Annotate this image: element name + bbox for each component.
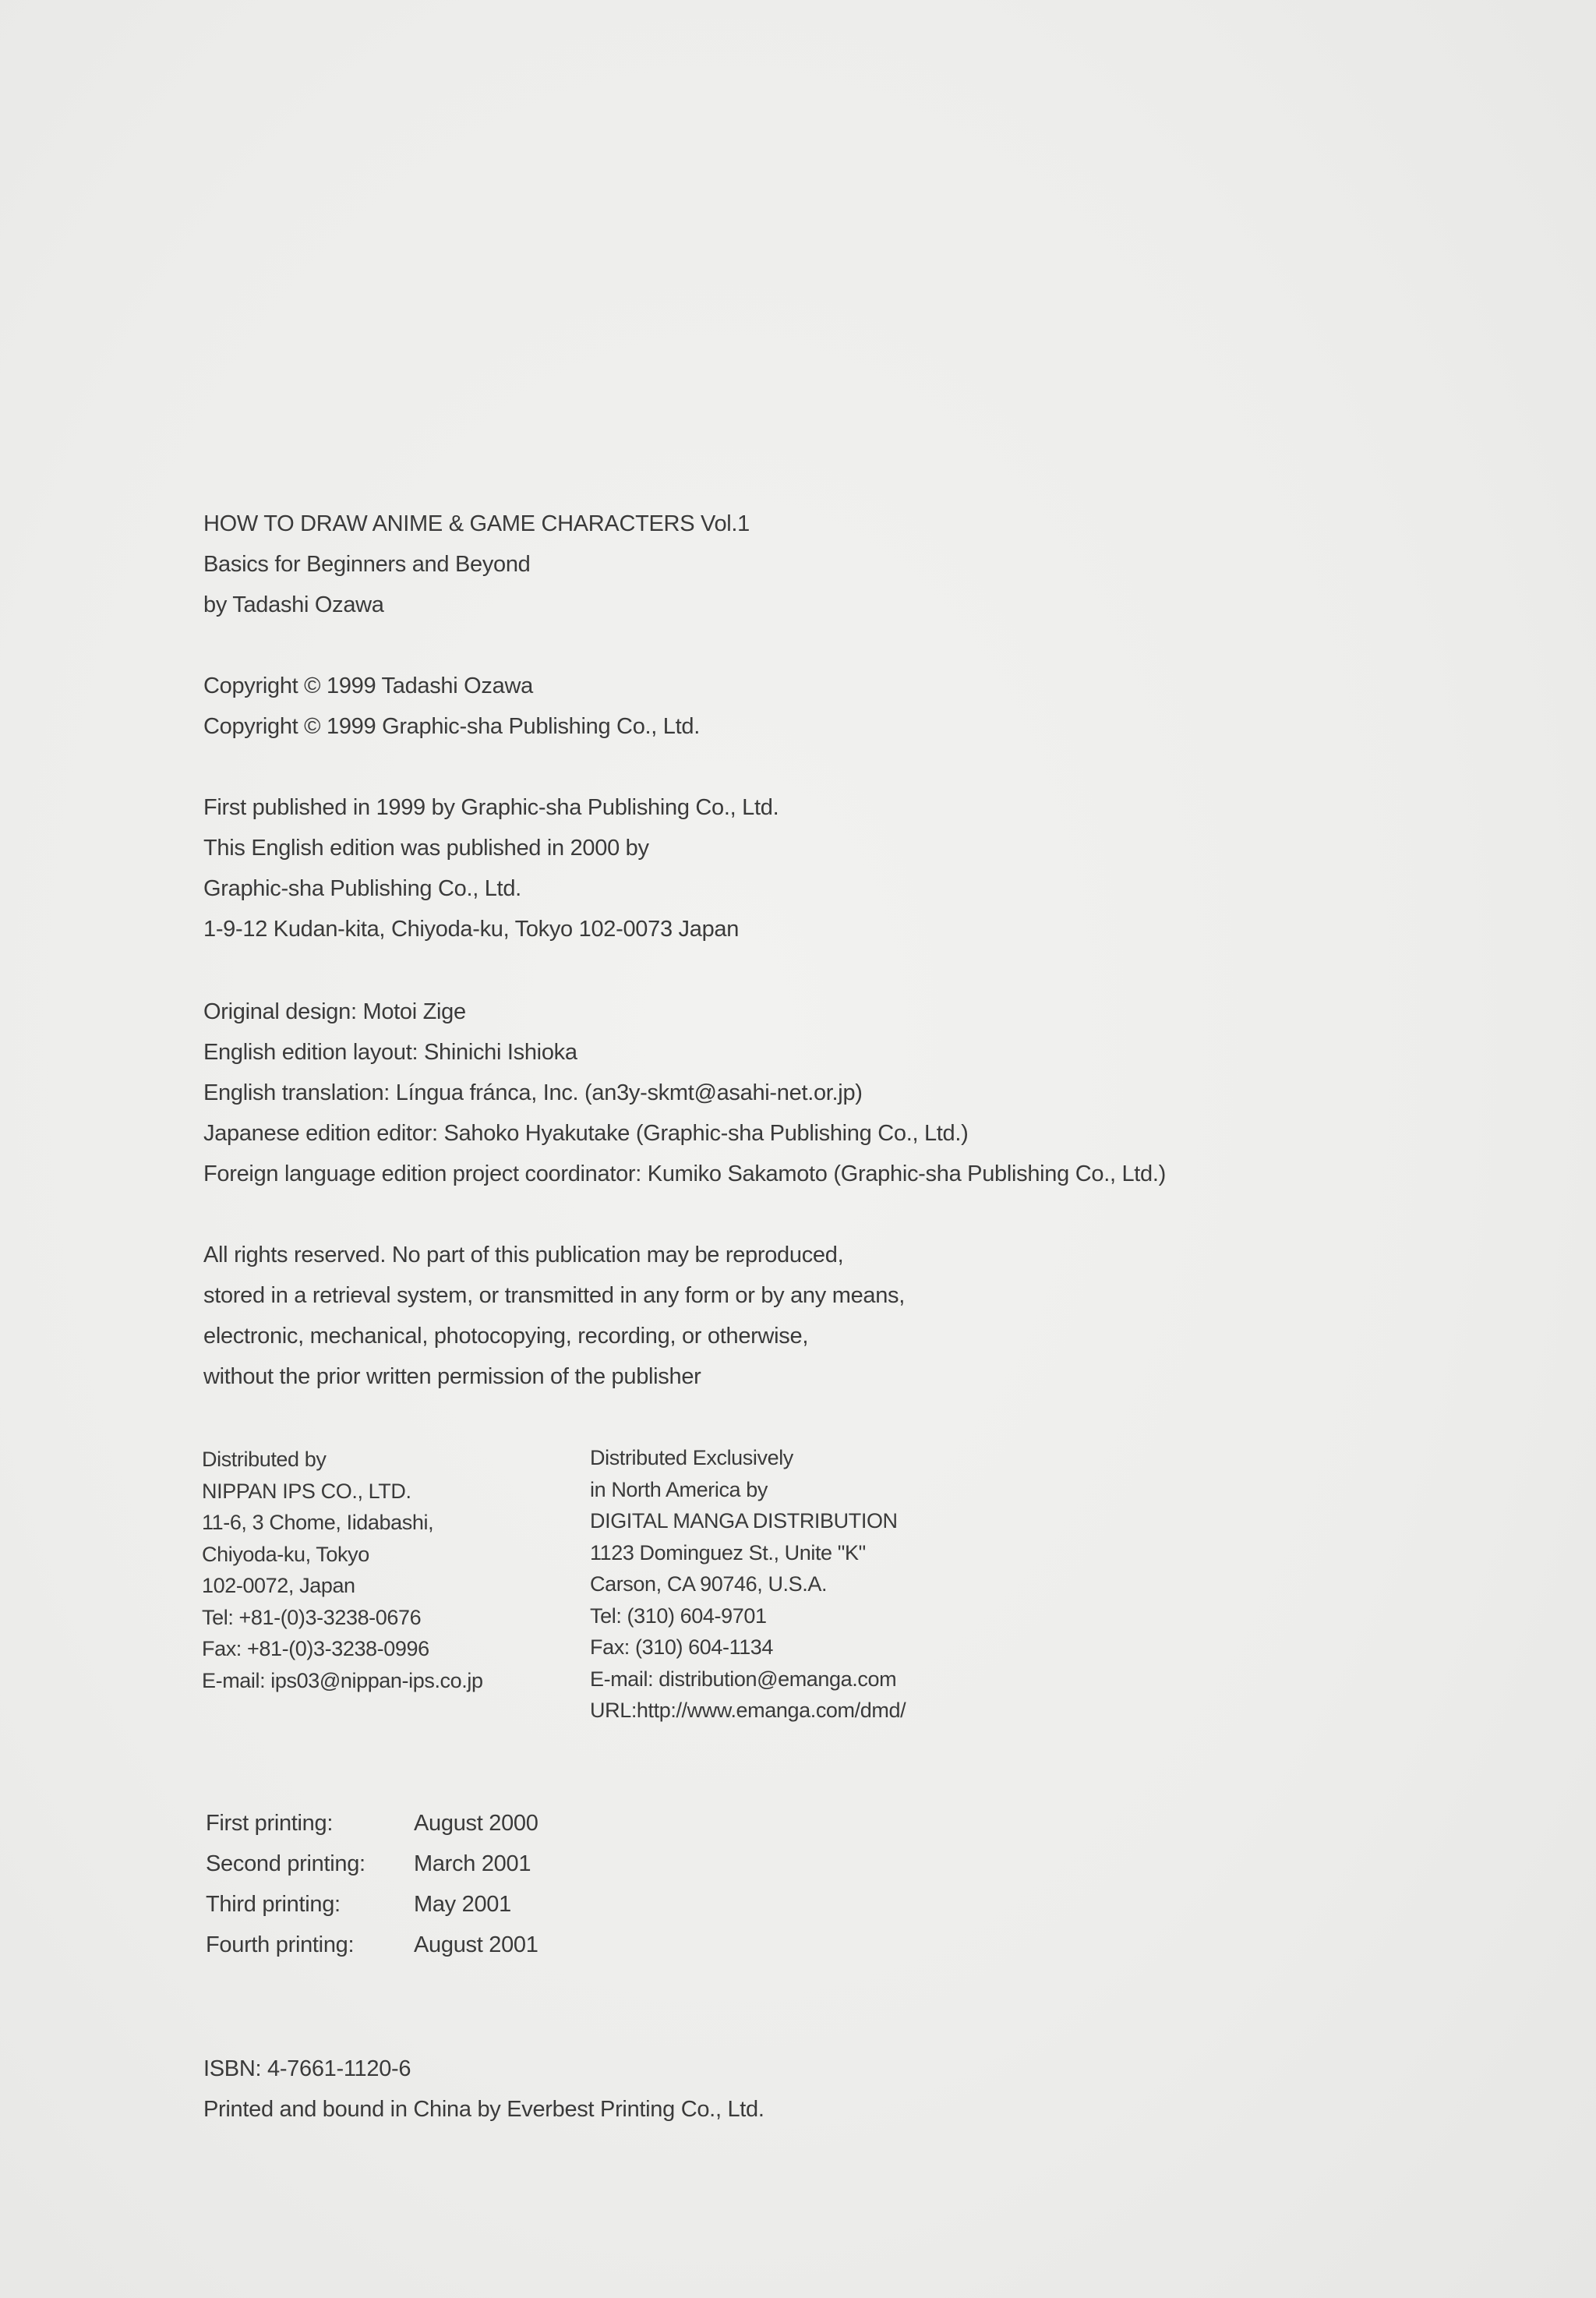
- distributor-fax: Fax: (310) 604-1134: [590, 1635, 774, 1659]
- distributor-line: 1123 Dominguez St., Unite "K": [590, 1540, 866, 1564]
- printing-history: [206, 1803, 538, 1965]
- book-author: by Tadashi Ozawa: [203, 592, 384, 617]
- printing-label: Fourth printing:: [206, 1932, 355, 1957]
- credit-line: Original design: Motoi Zige: [203, 999, 466, 1024]
- copyright-line: Copyright © 1999 Graphic-sha Publishing Co., Ltd.: [203, 714, 700, 739]
- distributor-line: 102-0072, Japan: [202, 1574, 355, 1597]
- copyright-line: Copyright © 1999 Tadashi Ozawa: [203, 673, 533, 698]
- book-title-block: [203, 504, 750, 625]
- isbn-block: [203, 2049, 764, 2130]
- book-title: HOW TO DRAW ANIME & GAME CHARACTERS Vol.1: [203, 511, 750, 536]
- printing-row: [206, 1925, 538, 1965]
- credit-line: Japanese edition editor: Sahoko Hyakutake (Graphic-sha Publishing Co., Ltd.): [203, 1121, 969, 1146]
- rights-reserved-notice: [203, 1235, 905, 1397]
- distributor-line: Chiyoda-ku, Tokyo: [202, 1542, 369, 1566]
- distributor-line: in North America by: [590, 1477, 768, 1501]
- distributor-line: Carson, CA 90746, U.S.A.: [590, 1572, 828, 1596]
- credit-line: Foreign language edition project coordinator: Kumiko Sakamoto (Graphic-sha Publishing Co., Ltd.): [203, 1161, 1166, 1186]
- printer-credit: Printed and bound in China by Everbest Printing Co., Ltd.: [203, 2097, 764, 2122]
- distributor-phone: Tel: (310) 604-9701: [590, 1603, 767, 1628]
- printing-row: [206, 1844, 538, 1884]
- distributor-name: NIPPAN IPS CO., LTD.: [202, 1479, 411, 1503]
- isbn: ISBN: 4-7661-1120-6: [203, 2056, 411, 2081]
- distributor-north-america: [590, 1442, 906, 1727]
- publication-line: This English edition was published in 2000 by: [203, 836, 649, 861]
- printing-label: Third printing:: [206, 1892, 341, 1917]
- distributor-phone: Tel: +81-(0)3-3238-0676: [202, 1605, 422, 1629]
- rights-line: All rights reserved. No part of this publication may be reproduced,: [203, 1243, 844, 1267]
- distributor-email: E-mail: distribution@emanga.com: [590, 1667, 897, 1691]
- distributor-line: Distributed Exclusively: [590, 1446, 793, 1469]
- rights-line: electronic, mechanical, photocopying, recording, or otherwise,: [203, 1324, 809, 1349]
- publisher-address: 1-9-12 Kudan-kita, Chiyoda-ku, Tokyo 102-0073 Japan: [203, 917, 740, 942]
- distributor-url: URL:http://www.emanga.com/dmd/: [590, 1699, 906, 1722]
- distributor-name: DIGITAL MANGA DISTRIBUTION: [590, 1509, 898, 1533]
- rights-line: without the prior written permission of the publisher: [203, 1364, 701, 1389]
- printing-date: August 2000: [414, 1811, 538, 1836]
- printing-label: First printing:: [206, 1811, 334, 1836]
- copyright-notice: [203, 666, 700, 747]
- printing-date: August 2001: [414, 1932, 538, 1957]
- printing-label: Second printing:: [206, 1851, 365, 1876]
- distributor-japan: [202, 1444, 483, 1696]
- printing-date: March 2001: [414, 1851, 531, 1876]
- publication-line: First published in 1999 by Graphic-sha Publishing Co., Ltd.: [203, 795, 779, 820]
- printing-row: [206, 1803, 538, 1844]
- distributor-fax: Fax: +81-(0)3-3238-0996: [202, 1637, 429, 1660]
- distributor-line: 11-6, 3 Chome, Iidabashi,: [202, 1511, 434, 1534]
- publication-line: Graphic-sha Publishing Co., Ltd.: [203, 876, 521, 901]
- rights-line: stored in a retrieval system, or transmitted in any form or by any means,: [203, 1283, 906, 1308]
- book-subtitle: Basics for Beginners and Beyond: [203, 552, 531, 577]
- distributor-email: E-mail: ips03@nippan-ips.co.jp: [202, 1668, 483, 1692]
- credit-line: English edition layout: Shinichi Ishioka: [203, 1040, 577, 1065]
- distributor-line: Distributed by: [202, 1448, 327, 1471]
- publication-history: [203, 787, 779, 949]
- printing-date: May 2001: [414, 1892, 511, 1917]
- credits: [203, 992, 1166, 1194]
- printing-row: [206, 1884, 538, 1925]
- credit-line: English translation: Língua fránca, Inc. (an3y-skmt@asahi-net.or.jp): [203, 1080, 863, 1105]
